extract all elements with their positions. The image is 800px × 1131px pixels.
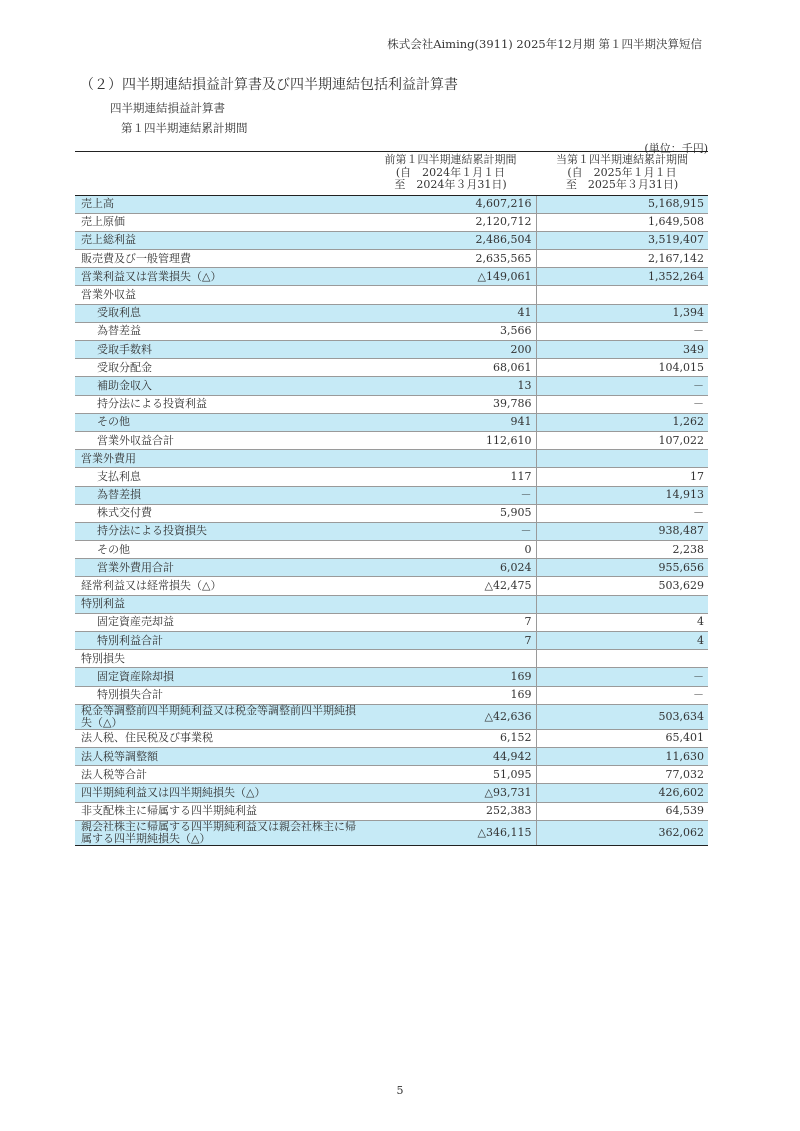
prev-period-value: 117 [365,468,536,486]
row-label: 受取手数料 [75,341,365,359]
row-label: 四半期純利益又は四半期純損失（△） [75,784,365,802]
row-label: 営業外費用合計 [75,559,365,577]
row-label: 受取利息 [75,304,365,322]
document-header: 株式会社Aiming(3911) 2025年12月期 第１四半期決算短信 [387,37,702,51]
prev-period-value: 68,061 [365,359,536,377]
row-label: 経常利益又は経常損失（△） [75,577,365,595]
row-label: 非支配株主に帰属する四半期純利益 [75,802,365,820]
curr-period-value: 64,539 [536,802,708,820]
curr-period-value [536,450,708,468]
prev-period-value: 41 [365,304,536,322]
row-label: 為替差損 [75,486,365,504]
table-row [75,413,708,431]
curr-period-value [536,595,708,613]
curr-period-value: 1,352,264 [536,268,708,286]
curr-period-value: － [536,504,708,522]
section-title: （２）四半期連結損益計算書及び四半期連結包括利益計算書 [80,77,458,93]
curr-period-value: 362,062 [536,820,708,845]
table-row [75,595,708,613]
prev-period-value: △346,115 [365,820,536,845]
row-label: 固定資産売却益 [75,613,365,631]
prev-period-value: － [365,522,536,540]
table-row [75,766,708,784]
table-row [75,304,708,322]
prev-period-value: △42,636 [365,704,536,729]
prev-period-value: 941 [365,413,536,431]
table-row [75,195,708,213]
row-label: 特別損失合計 [75,686,365,704]
row-label: 特別損失 [75,650,365,668]
curr-period-value: 503,634 [536,704,708,729]
prev-period-value: △149,061 [365,268,536,286]
curr-period-value [536,286,708,304]
table-row [75,820,708,845]
income-statement-table [75,151,708,846]
row-label: 売上原価 [75,213,365,231]
row-label: 販売費及び一般管理費 [75,250,365,268]
prev-period-value: 252,383 [365,802,536,820]
prev-period-value: 7 [365,613,536,631]
curr-period-value: 14,913 [536,486,708,504]
unit-label: (単位：千円) [644,142,708,155]
curr-period-value: 5,168,915 [536,195,708,213]
prev-period-value: 2,120,712 [365,213,536,231]
row-label: 為替差益 [75,322,365,340]
header-prev-period [365,152,536,196]
row-label: その他 [75,541,365,559]
row-label: 親会社株主に帰属する四半期純利益又は親会社株主に帰属する四半期純損失（△） [75,820,365,845]
table-row [75,522,708,540]
row-label: 法人税、住民税及び事業税 [75,729,365,747]
prev-period-value: 2,635,565 [365,250,536,268]
row-label: 法人税等合計 [75,766,365,784]
table-row [75,268,708,286]
header-curr-period [536,152,708,196]
table-row [75,286,708,304]
prev-period-value: 5,905 [365,504,536,522]
prev-period-name: 前第１四半期連結累計期間 [384,153,517,166]
curr-period-value: 1,262 [536,413,708,431]
table-row [75,559,708,577]
row-label: 営業利益又は営業損失（△） [75,268,365,286]
row-label: 税金等調整前四半期純利益又は税金等調整前四半期純損失（△） [75,704,365,729]
curr-period-value: 65,401 [536,729,708,747]
prev-period-value: 6,152 [365,729,536,747]
curr-period-value: 1,649,508 [536,213,708,231]
table-row [75,250,708,268]
table-row [75,213,708,231]
row-label: 固定資産除却損 [75,668,365,686]
curr-period-value: 17 [536,468,708,486]
prev-period-from: (自 2024年１月１日 [395,165,506,179]
prev-period-value: 3,566 [365,322,536,340]
curr-period-name: 当第１四半期連結累計期間 [556,153,688,166]
prev-period-value: 169 [365,668,536,686]
table-row [75,668,708,686]
table-header-row [75,152,708,196]
curr-period-value: 4 [536,632,708,650]
curr-period-value: 4 [536,613,708,631]
prev-period-value: 200 [365,341,536,359]
table-row [75,468,708,486]
prev-period-value: 51,095 [365,766,536,784]
prev-period-value [365,650,536,668]
table-row [75,377,708,395]
curr-period-value: － [536,686,708,704]
curr-period-value: 104,015 [536,359,708,377]
prev-period-value: 7 [365,632,536,650]
table-row [75,613,708,631]
prev-period-value: 0 [365,541,536,559]
curr-period-value: 107,022 [536,431,708,449]
prev-period-value: 6,024 [365,559,536,577]
table-row [75,322,708,340]
table-row [75,504,708,522]
prev-period-value: － [365,486,536,504]
prev-period-value: 44,942 [365,747,536,765]
table-row [75,704,708,729]
row-label: その他 [75,413,365,431]
row-label: 売上総利益 [75,231,365,249]
table-row [75,431,708,449]
prev-period-value: 2,486,504 [365,231,536,249]
curr-period-value: 2,238 [536,541,708,559]
row-label: 持分法による投資損失 [75,522,365,540]
curr-period-value: － [536,322,708,340]
row-label: 営業外費用 [75,450,365,468]
table-row [75,577,708,595]
table-row [75,341,708,359]
prev-period-value: 13 [365,377,536,395]
table-row [75,359,708,377]
row-label: 法人税等調整額 [75,747,365,765]
row-label: 特別利益合計 [75,632,365,650]
row-label: 営業外収益合計 [75,431,365,449]
curr-period-value: 938,487 [536,522,708,540]
curr-period-value [536,650,708,668]
prev-period-to: 至 2024年３月31日) [394,178,507,191]
curr-period-value: － [536,668,708,686]
row-label: 営業外収益 [75,286,365,304]
curr-period-value: 77,032 [536,766,708,784]
table-row [75,729,708,747]
curr-period-value: 11,630 [536,747,708,765]
row-label: 売上高 [75,195,365,213]
table-row [75,541,708,559]
table-row [75,686,708,704]
table-row [75,784,708,802]
page-number: 5 [396,1084,404,1097]
curr-period-value: 3,519,407 [536,231,708,249]
prev-period-value: 39,786 [365,395,536,413]
prev-period-value: △42,475 [365,577,536,595]
period-title: 第１四半期連結累計期間 [121,121,248,135]
prev-period-value: 4,607,216 [365,195,536,213]
curr-period-to: 至 2025年３月31日) [565,178,679,191]
table-row [75,632,708,650]
prev-period-value: 112,610 [365,431,536,449]
table-row [75,650,708,668]
row-label: 株式交付費 [75,504,365,522]
curr-period-value: 349 [536,341,708,359]
prev-period-value: 169 [365,686,536,704]
curr-period-from: (自 2025年１月１日 [567,165,677,179]
curr-period-value: 2,167,142 [536,250,708,268]
table-row [75,486,708,504]
curr-period-value: 426,602 [536,784,708,802]
statement-title: 四半期連結損益計算書 [110,101,225,115]
prev-period-value: △93,731 [365,784,536,802]
table-row [75,231,708,249]
curr-period-value: － [536,395,708,413]
row-label: 持分法による投資利益 [75,395,365,413]
prev-period-value [365,286,536,304]
curr-period-value: 955,656 [536,559,708,577]
row-label: 補助金収入 [75,377,365,395]
prev-period-value [365,595,536,613]
header-label-column [75,152,365,196]
curr-period-value: 1,394 [536,304,708,322]
table-row [75,450,708,468]
row-label: 特別利益 [75,595,365,613]
table-row [75,802,708,820]
prev-period-value [365,450,536,468]
row-label: 支払利息 [75,468,365,486]
table-row [75,747,708,765]
curr-period-value: － [536,377,708,395]
row-label: 受取分配金 [75,359,365,377]
curr-period-value: 503,629 [536,577,708,595]
table-row [75,395,708,413]
